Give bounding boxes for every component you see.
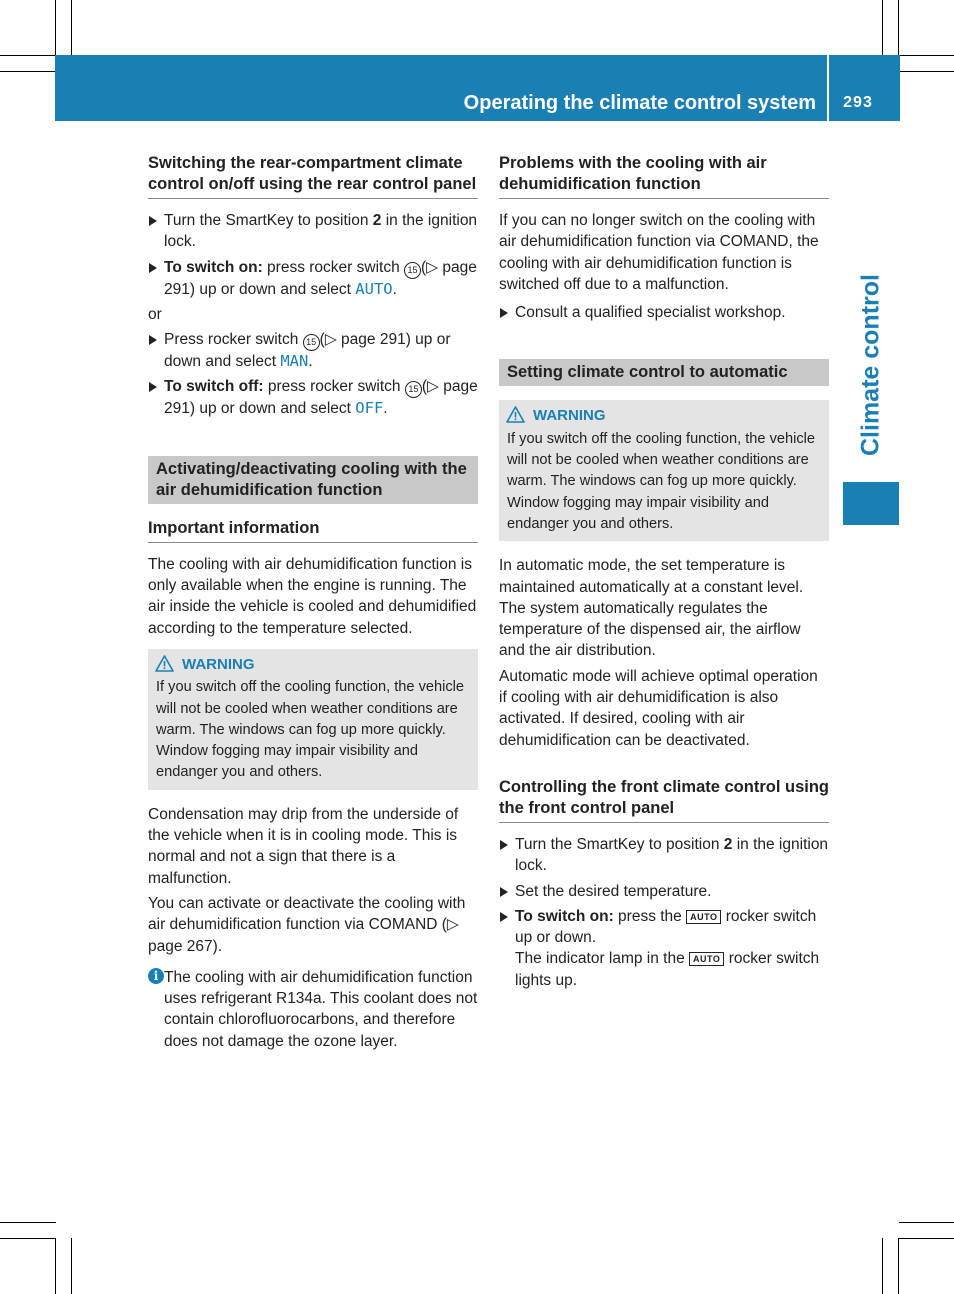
warning-title: WARNING <box>507 405 821 426</box>
crop-mark <box>55 1238 56 1294</box>
step-item: Turn the SmartKey to position 2 in the ignition lock. <box>148 210 478 253</box>
crop-mark <box>899 1238 954 1239</box>
info-icon: i <box>148 968 164 984</box>
crop-mark <box>0 1222 56 1223</box>
crop-mark <box>899 1222 954 1223</box>
crop-mark <box>71 1238 72 1294</box>
warning-title: WARNING <box>156 654 470 675</box>
important-heading: Important information <box>148 518 478 543</box>
condensation-text: Condensation may drip from the underside of the vehicle when it is in cooling mode. This is normal and not a sign that there is a malfunction. <box>148 805 459 887</box>
step-item: Turn the SmartKey to position 2 in the ignition lock. <box>499 834 829 877</box>
right-column <box>499 153 829 995</box>
auto-button-icon: AUTO <box>686 910 721 924</box>
auto-mode-text: Automatic mode will achieve optimal operation if cooling with air dehumidification is also activated. If desired, cooling with air dehumidification can be deactivated. <box>499 667 818 749</box>
display-text: OFF <box>355 399 384 418</box>
crop-mark <box>55 0 56 56</box>
crop-mark <box>882 1238 883 1294</box>
switch-number-icon: 15 <box>405 381 422 398</box>
crop-mark <box>898 1238 899 1294</box>
info-note <box>148 967 478 1052</box>
problems-text: If you can no longer switch on the cooling with air dehumidification function via COMAND, the cooling with air dehumidification function is switched off due to a malfunction. <box>499 212 819 293</box>
step-item: Press rocker switch 15 (▷ page 291) up or down and select MAN. <box>148 329 478 372</box>
page-number: 293 <box>843 94 873 111</box>
left-column <box>148 153 478 1052</box>
front-climate-heading: Controlling the front climate control using the front control panel <box>499 777 829 823</box>
display-text: AUTO <box>355 279 393 298</box>
auto-mode-text: In automatic mode, the set temperature is maintained automatically at a constant level. The system automatically regulates the temperature of the dispensed air, the airflow and the air distribution. <box>499 557 804 660</box>
step-item: To switch on: press rocker switch 15 (▷ page 291) up or down and select AUTO. <box>148 257 478 300</box>
step-item: Consult a qualified specialist workshop. <box>499 302 829 323</box>
crop-mark <box>71 0 72 56</box>
step-item: To switch off: press rocker switch 15 (▷ page 291) up or down and select OFF. <box>148 376 478 419</box>
header-divider <box>827 55 829 121</box>
crop-mark <box>0 55 56 56</box>
crop-mark <box>882 0 883 56</box>
section-heading: Setting climate control to automatic <box>499 359 829 386</box>
crop-mark <box>899 71 954 72</box>
warning-icon <box>506 406 525 423</box>
switch-number-icon: 15 <box>404 262 421 279</box>
display-text: MAN <box>280 352 309 371</box>
important-text: The cooling with air dehumidification function is only available when the engine is running. The air inside the vehicle is cooled and dehumidified according to the temperature selected. <box>148 555 477 637</box>
chapter-tab-label: Climate control <box>856 274 885 456</box>
chapter-tab-marker <box>843 482 899 525</box>
step-item: Set the desired temperature. <box>499 881 829 902</box>
chapter-tab <box>843 255 899 475</box>
or-text: or <box>148 305 162 323</box>
crop-mark <box>898 0 899 56</box>
activate-text: You can activate or deactivate the cooling with air dehumidification function via COMAND (▷ page 267). <box>148 894 466 955</box>
step-item: To switch on: press the AUTO rocker switch up or down. The indicator lamp in the AUTO rocker switch lights up. <box>499 906 829 991</box>
crop-mark <box>0 71 56 72</box>
warning-text: If you switch off the cooling function, the vehicle will not be cooled when weather conditions are warm. The windows can fog up more quickly. Window fogging may impair visibility and endanger you and others. <box>507 430 816 532</box>
warning-box <box>499 400 829 541</box>
crop-mark <box>0 1238 56 1239</box>
switch-number-icon: 15 <box>303 334 320 351</box>
crop-mark <box>899 55 954 56</box>
rear-climate-heading: Switching the rear-compartment climate control on/off using the rear control panel <box>148 153 478 199</box>
problems-heading: Problems with the cooling with air dehumidification function <box>499 153 829 199</box>
section-heading: Activating/deactivating cooling with the air dehumidification function <box>148 456 478 504</box>
warning-icon <box>155 655 174 672</box>
info-text: The cooling with air dehumidification function uses refrigerant R134a. This coolant does not contain chlorofluorocarbons, and therefore does not damage the ozone layer. <box>164 968 478 1050</box>
warning-box <box>148 649 478 790</box>
page-title: Operating the climate control system <box>463 92 816 114</box>
auto-button-icon: AUTO <box>689 952 724 966</box>
warning-text: If you switch off the cooling function, the vehicle will not be cooled when weather conditions are warm. The windows can fog up more quickly. Window fogging may impair visibility and endanger you and others. <box>156 679 465 781</box>
